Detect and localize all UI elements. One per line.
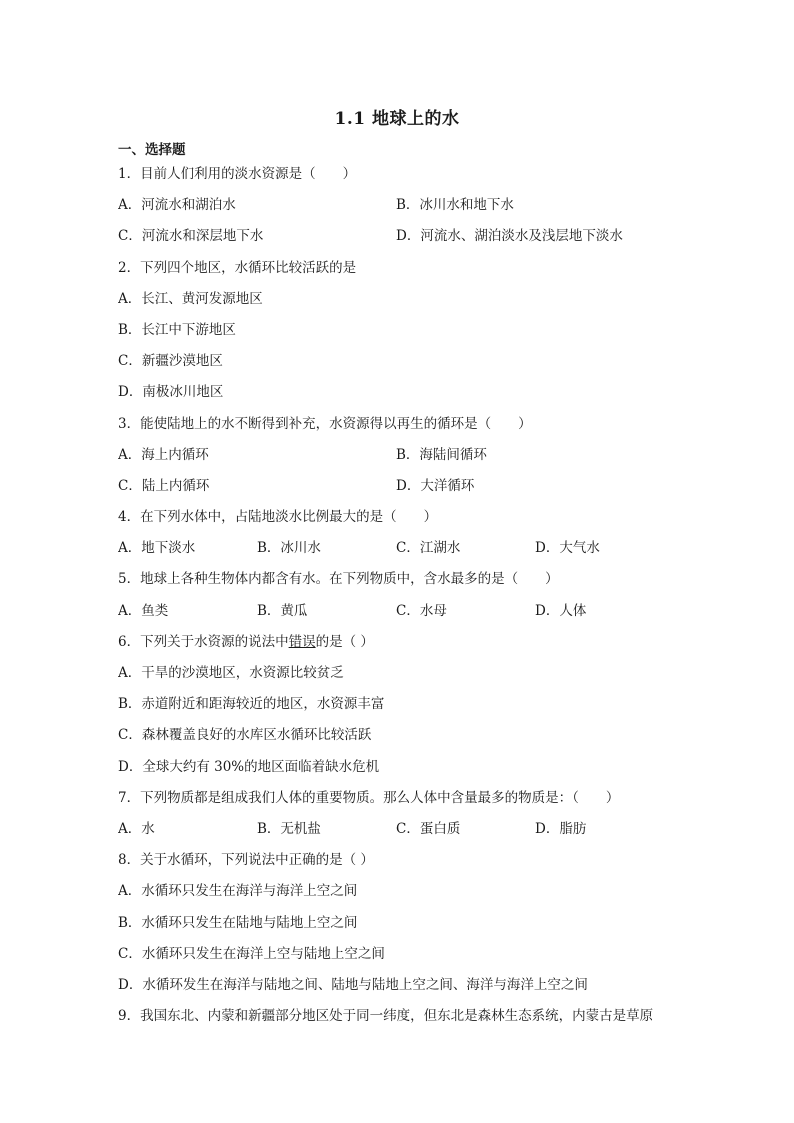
question-3-stem: 3．能使陆地上的水不断得到补充，水资源得以再生的循环是（ ）: [118, 415, 532, 432]
question-4-option-d: D．大气水: [535, 540, 600, 557]
question-5-option-a: A．鱼类: [118, 602, 169, 619]
question-6-stem-before: 6．下列关于水资源的说法中: [118, 633, 289, 650]
question-5-option-c: C．水母: [396, 602, 447, 619]
question-8-option-d: D．水循环发生在海洋与陆地之间、陆地与陆地上空之间、海洋与海洋上空之间: [118, 976, 588, 993]
question-5-stem: 5．地球上各种生物体内都含有水。在下列物质中，含水最多的是（ ）: [118, 571, 559, 588]
question-7-option-c: C．蛋白质: [396, 820, 461, 837]
question-2-option-a: A．长江、黄河发源地区: [118, 290, 263, 307]
question-3-option-a: A．海上内循环: [118, 446, 209, 463]
question-1-option-b: B．冰川水和地下水: [396, 197, 514, 214]
question-8-option-c: C．水循环只发生在海洋上空与陆地上空之间: [118, 945, 385, 962]
question-2-stem: 2．下列四个地区，水循环比较活跃的是: [118, 259, 357, 276]
question-3-option-b: B．海陆间循环: [396, 446, 487, 463]
question-6-option-c: C．森林覆盖良好的水库区水循环比较活跃: [118, 727, 372, 744]
question-1-options-row-2: [118, 224, 678, 255]
question-6-stem: [118, 630, 678, 661]
question-3-option-d: D．大洋循环: [396, 477, 475, 494]
question-9-stem: 9．我国东北、内蒙和新疆部分地区处于同一纬度，但东北是森林生态系统，内蒙古是草原: [118, 1008, 654, 1025]
question-5-option-d: D．人体: [535, 602, 587, 619]
question-7-option-b: B．无机盐: [257, 820, 321, 837]
question-2-option-b: B．长江中下游地区: [118, 321, 236, 338]
question-3-options-row-1: [118, 443, 678, 474]
question-8-stem: 8．关于水循环，下列说法中正确的是（ ）: [118, 852, 374, 869]
question-1-stem: 1．目前人们利用的淡水资源是（ ）: [118, 166, 357, 182]
question-6-option-d: D．全球大约有 30%的地区面临着缺水危机: [118, 758, 380, 775]
question-3-option-c: C．陆上内循环: [118, 477, 210, 494]
question-8-option-b: B．水循环只发生在陆地与陆地上空之间: [118, 914, 358, 931]
question-7-stem: 7．下列物质都是组成我们人体的重要物质。那么人体中含量最多的物质是：（ ）: [118, 789, 620, 806]
question-8-option-a: A．水循环只发生在海洋与海洋上空之间: [118, 883, 358, 900]
question-3-options-row-2: [118, 474, 678, 505]
question-5-option-b: B．黄瓜: [257, 602, 308, 619]
question-2-option-d: D．南极冰川地区: [118, 384, 224, 401]
question-list: [118, 162, 678, 1035]
question-7-option-a: A．水: [118, 820, 155, 837]
question-4-option-a: A．地下淡水: [118, 540, 196, 557]
document-title: 1.1 地球上的水: [334, 109, 460, 129]
question-4-options: [118, 536, 678, 567]
question-5-options: [118, 599, 678, 630]
question-6-stem-after: 的是（ ）: [315, 633, 374, 650]
question-1-option-a: A．河流水和湖泊水: [118, 197, 236, 214]
question-6-option-b: B．赤道附近和距海较近的地区，水资源丰富: [118, 696, 385, 713]
question-4-option-b: B．冰川水: [257, 540, 321, 557]
question-1-options-row-1: [118, 193, 678, 224]
question-4-option-c: C．江湖水: [396, 540, 461, 557]
question-6-option-a: A．干旱的沙漠地区，水资源比较贫乏: [118, 665, 344, 681]
question-6-stem-underlined: 错误: [288, 633, 316, 650]
question-7-options: [118, 817, 678, 848]
question-2-option-c: C．新疆沙漠地区: [118, 353, 223, 370]
question-1-option-c: C．河流水和深层地下水: [118, 228, 264, 245]
question-1-option-d: D．河流水、湖泊淡水及浅层地下淡水: [396, 228, 623, 245]
question-4-stem: 4．在下列水体中，占陆地淡水比例最大的是（ ）: [118, 509, 438, 526]
question-7-option-d: D．脂肪: [535, 820, 587, 837]
section-heading: 一、选择题: [118, 142, 186, 158]
